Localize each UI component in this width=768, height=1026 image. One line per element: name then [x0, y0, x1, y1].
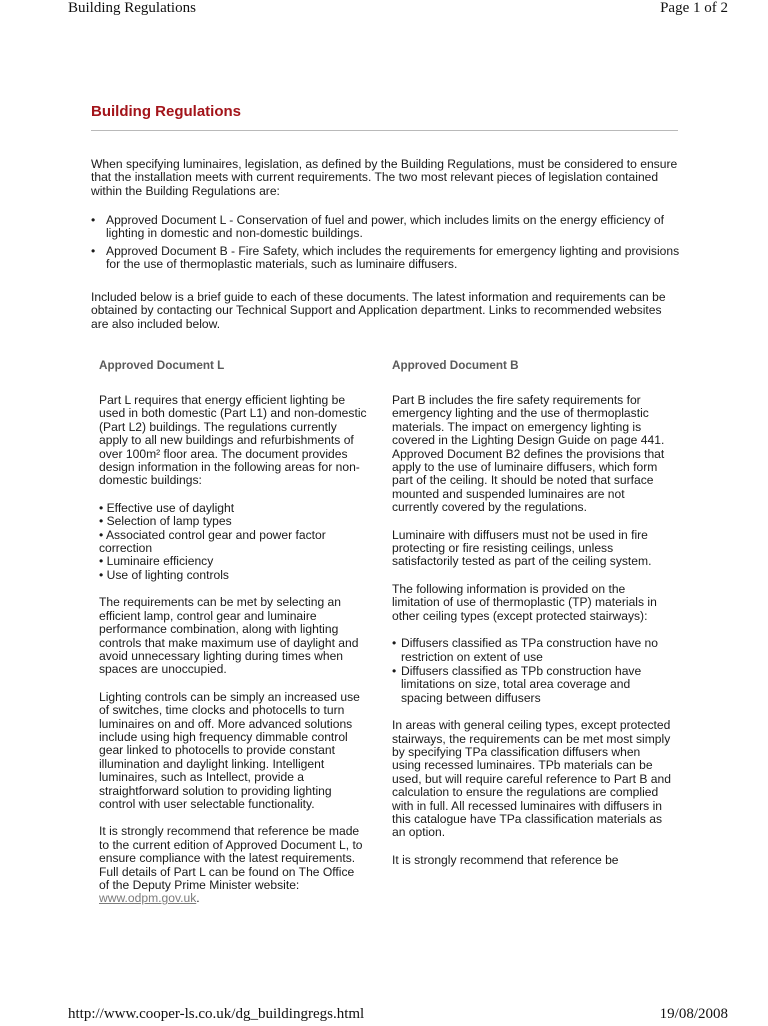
print-footer [0, 1006, 768, 1026]
print-header [0, 0, 768, 20]
doc-l-bullet: • Selection of lamp types [99, 515, 367, 528]
odpm-website-link[interactable]: www.odpm.gov.uk [99, 891, 197, 906]
doc-b-column [392, 359, 672, 881]
doc-l-reference-text: It is strongly recommend that reference be made to the current edition of Approved Document L, to ensure compliance with the latest requirements. Full details of Part L can be found on The Office of the Deputy Prime Minister website: [99, 824, 363, 892]
doc-b-heading: Approved Document B [392, 359, 519, 372]
doc-l-bullet: • Associated control gear and power factor correction [99, 529, 367, 556]
intro-bullet-list [91, 214, 681, 276]
doc-b-bullet-list [392, 637, 672, 705]
intro-bullet-doc-l: • Approved Document L - Conservation of fuel and power, which includes limits on the energy efficiency of lighting in domestic and non-domestic buildings. [91, 214, 681, 241]
doc-b-bullet: • Diffusers classified as TPb construction have limitations on size, total area coverage and spacing between diffusers [392, 665, 672, 705]
doc-b-paragraph: In areas with general ceiling types, except protected stairways, the requirements can be met most simply by specifying TPa classification diffusers when using recessed luminaires. TPb materials can be used, but will require careful reference to Part B and calculation to ensure the regulations are complied with in full. All recessed luminaires with diffusers in this catalogue have TPa classification materials as an option. [392, 718, 671, 840]
print-footer-date: 19/08/2008 [659, 1006, 728, 1022]
doc-l-heading: Approved Document L [99, 359, 225, 372]
intro-bullet-doc-b: • Approved Document B - Fire Safety, which includes the requirements for emergency lighting and provisions for the use of thermoplastic materials, such as luminaire diffusers. [91, 245, 681, 272]
doc-l-bullet: • Use of lighting controls [99, 569, 367, 582]
doc-b-paragraph: It is strongly recommend that reference be [392, 852, 619, 867]
page-title: Building Regulations [91, 103, 241, 120]
doc-l-paragraph [99, 825, 367, 905]
print-header-title: Building Regulations [68, 0, 196, 16]
doc-l-reference-end: . [196, 891, 200, 906]
doc-l-paragraph: Part L requires that energy efficient lighting be used in both domestic (Part L1) and non-domestic (Part L2) buildings. The regulations currently apply to all new buildings and refurbishments of over 100m² floor area. The document provides design information in the following areas for non-domestic buildings: [99, 393, 367, 488]
doc-b-paragraph: Luminaire with diffusers must not be used in fire protecting or fire resisting ceilings, unless satisfactorily tested as part of the ceiling system. [392, 527, 652, 569]
doc-l-bullet: • Effective use of daylight [99, 502, 367, 515]
guide-paragraph: Included below is a brief guide to each of these documents. The latest information and requirements can be obtained by contacting our Technical Support and Application department. Links to recommended websites are also included below. [91, 290, 666, 331]
intro-paragraph: When specifying luminaires, legislation, as defined by the Building Regulations, must be considered to ensure that the installation meets with current requirements. The two most relevant pieces of legislation contained within the Building Regulations are: [91, 157, 678, 198]
doc-l-bullet: • Luminaire efficiency [99, 555, 367, 568]
doc-b-paragraph: Part B includes the fire safety requirements for emergency lighting and the use of thermoplastic materials. The impact on emergency lighting is covered in the Lighting Design Guide on page 441. Approved Document B2 defines the provisions that apply to the use of luminaire diffusers, which form part of the ceiling. It should be noted that surface mounted and suspended luminaires are not currently covered by the regulations. [392, 393, 665, 515]
doc-l-bullet-list [99, 502, 367, 582]
page-content [91, 100, 681, 131]
title-divider [91, 130, 678, 131]
doc-l-paragraph: Lighting controls can be simply an increased use of switches, time clocks and photocells to turn luminaires on and off. More advanced solutions include using high frequency dimmable control gear linked to photocells to provide constant illumination and daylight linking. Intelligent luminaires, such as Intellect, provide a straightforward solution to providing lighting control with user selectable functionality. [99, 689, 360, 811]
doc-l-paragraph: The requirements can be met by selecting an efficient lamp, control gear and luminaire performance combination, along with lighting controls that make maximum use of daylight and avoid unnecessary lighting during times when spaces are unoccupied. [99, 595, 359, 677]
print-header-page: Page 1 of 2 [660, 0, 728, 16]
doc-l-column [99, 359, 367, 920]
print-footer-url: http://www.cooper-ls.co.uk/dg_buildingregs.html [68, 1006, 365, 1022]
doc-b-bullet: • Diffusers classified as TPa construction have no restriction on extent of use [392, 637, 672, 664]
doc-b-paragraph: The following information is provided on the limitation of use of thermoplastic (TP) materials in other ceiling types (except protected stairways): [392, 581, 657, 623]
